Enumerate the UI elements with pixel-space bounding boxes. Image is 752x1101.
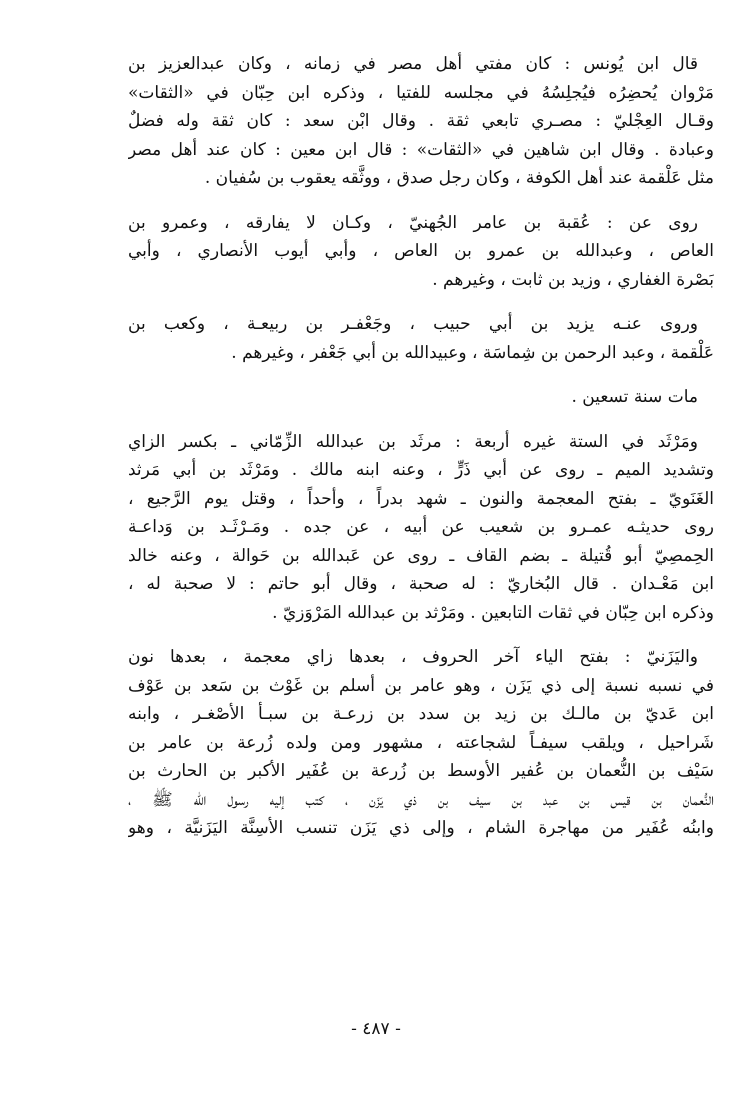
page-body <box>128 50 714 843</box>
text-line: الغَنَويّ ـ بفتح المعجمة والنون ـ شهد بدراً ، وأحداً ، وقتل يوم الرَّجيع ، <box>128 488 714 509</box>
text-line: مَرْوان يُحضِرُه فيُجلِسُهُ في مجلسه للفتيا ، وذكره ابن حِبّان في «الثقات» <box>128 82 714 103</box>
text-line: الحِمصِيّ أبو قُتيلة ـ بضم القاف ـ روى عن عَبدالله بن حَوالة ، وعنه خالد <box>128 545 714 566</box>
paragraph-yazani <box>128 643 714 843</box>
text-line: شَراحيل ، ويلقب سيفـاً لشجاعته ، مشهور ومن ولده زُرعة بن عامر بن <box>128 732 714 753</box>
text-line: مات سنة تسعين . <box>571 387 698 407</box>
text-line: ومَرْثَد في الستة غيره أربعة : مرثَد بن عبدالله الزِّمّاني ـ بكسر الزاي <box>128 431 698 452</box>
paragraph-gap <box>128 294 714 310</box>
text-line: عَلْقمة ، وعبد الرحمن بن شِماسَة ، وعبيدالله بن أبي جَعْفر ، وغيرهم . <box>231 342 714 363</box>
paragraph-narrated-by <box>128 310 714 367</box>
text-line: العاص ، وعبدالله بن عمرو بن العاص ، وأبي أيوب الأنصاري ، وأبي <box>128 241 714 261</box>
text-line: قال ابن يُونس : كان مفتي أهل مصر في زمانه ، وكان عبدالعزيز بن <box>128 54 698 74</box>
text-line: في نسبه نسبة إلى ذي يَزَن ، وهو عامر بن أسلم بن غَوْث بن سَعد بن عَوْف <box>128 675 714 696</box>
paragraph-biography <box>128 50 714 193</box>
text-line: وتشديد الميم ـ روى عن أبي ذَرٍّ ، وعنه ابنه مالك . ومَرْثَد بن أبي مَرثد <box>128 460 714 480</box>
text-line: وقـال العِجْليّ : مصـري تابعي ثقة . وقال ابْن سعد : كان ثقة وله فضلٌ <box>128 111 714 131</box>
text-line: ابن مَعْـدان . قال البُخاريّ : له صحبة ، وقال أبو حاتم : لا صحبة له ، <box>128 574 714 594</box>
paragraph-marthad <box>128 428 714 628</box>
paragraph-gap <box>128 412 714 428</box>
text-line: وروى عنـه يزيد بن أبي حبيب ، وجَعْفـر بن ربيعـة ، وكعب بن <box>128 314 698 334</box>
text-line: روى حديثـه عمـرو بن شعيب عن أبيه ، عن جده . ومَـرْثَـد بن وَداعـة <box>128 517 714 537</box>
paragraph-gap <box>128 193 714 209</box>
text-line: وذكره ابن حِبّان في ثقات التابعين . ومَرْثد بن عبدالله المَرْوَزيّ . <box>272 602 714 623</box>
text-line: وعبادة . وقال ابن شاهين في «الثقات» : قال ابن معين : كان عند أهل مصر <box>128 139 714 160</box>
text-line: ابن عَديّ بن مالـك بن زيد بن سدد بن زرعـة بن سبـأ الأصْغـر ، وابنه <box>128 704 714 724</box>
paragraph-gap <box>128 627 714 643</box>
text-line: روى عن : عُقبة بن عامر الجُهنيّ ، وكـان لا يفارقه ، وعمرو بن <box>128 212 698 233</box>
text-line: بَصْرة الغفاري ، وزيد بن ثابت ، وغيرهم . <box>432 269 714 290</box>
page-number: - ٤٨٧ - <box>351 1019 401 1039</box>
text-line: سَيْف بن النُّعمان بن عُفير الأوسط بن زُرعة بن عُفَير الأكبر بن الحارث بن <box>128 761 714 781</box>
paragraph-narrated-from <box>128 209 714 295</box>
text-line: وابنُه عُفَير من مهاجرة الشام ، وإلى ذي يَزَن تنسب الأسِنَّة اليَزَنيَّة ، وهو <box>128 818 714 838</box>
text-line: واليَزَنيّ : بفتح الياء آخر الحروف ، بعدها زاي معجمة ، بعدها نون <box>128 647 698 667</box>
paragraph-gap <box>128 367 714 383</box>
paragraph-death <box>128 383 714 412</box>
text-line: النُّعمان بن قيس بن عبد بن سيف بن ذي يَزَن ، كتب إليه رسول الله ﷺ ، <box>128 789 714 810</box>
text-line: مثل عَلْقمة عند أهل الكوفة ، وكان رجل صدق ، ووثَّقه يعقوب بن سُفيان . <box>204 168 714 188</box>
